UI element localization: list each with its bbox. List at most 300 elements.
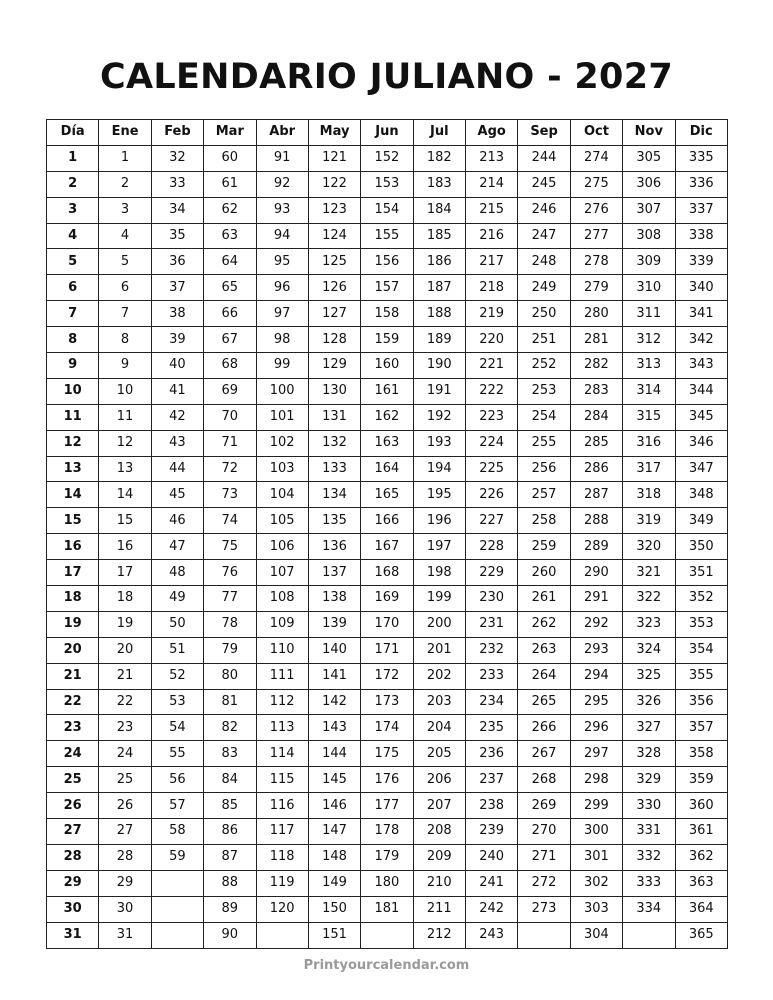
table-row	[47, 586, 728, 612]
julian-day-cell: 168	[361, 560, 413, 586]
julian-day-cell: 352	[675, 586, 728, 612]
julian-day-cell: 99	[256, 353, 308, 379]
julian-day-cell: 342	[675, 327, 728, 353]
table-row	[47, 689, 728, 715]
julian-day-cell: 193	[413, 430, 465, 456]
julian-day-cell: 235	[466, 715, 518, 741]
julian-day-cell: 266	[518, 715, 570, 741]
julian-day-cell: 289	[570, 534, 622, 560]
julian-day-cell: 81	[204, 689, 256, 715]
julian-day-cell: 141	[308, 663, 360, 689]
julian-day-cell: 336	[675, 171, 728, 197]
day-number-cell: 24	[47, 741, 99, 767]
julian-day-cell: 273	[518, 896, 570, 922]
julian-day-cell: 183	[413, 171, 465, 197]
julian-day-cell: 324	[623, 637, 675, 663]
table-row	[47, 301, 728, 327]
julian-day-cell: 340	[675, 275, 728, 301]
julian-day-cell: 272	[518, 870, 570, 896]
julian-day-cell: 238	[466, 793, 518, 819]
julian-day-cell: 106	[256, 534, 308, 560]
julian-day-cell: 303	[570, 896, 622, 922]
julian-day-cell: 308	[623, 223, 675, 249]
table-row	[47, 223, 728, 249]
julian-day-cell: 241	[466, 870, 518, 896]
julian-day-cell: 296	[570, 715, 622, 741]
julian-day-cell: 71	[204, 430, 256, 456]
julian-day-cell: 114	[256, 741, 308, 767]
julian-day-cell: 137	[308, 560, 360, 586]
julian-day-cell: 150	[308, 896, 360, 922]
julian-day-cell: 213	[466, 145, 518, 171]
table-row	[47, 896, 728, 922]
table-row	[47, 870, 728, 896]
day-number-cell: 23	[47, 715, 99, 741]
julian-day-cell: 295	[570, 689, 622, 715]
julian-day-cell: 50	[151, 611, 203, 637]
column-header-month: Ene	[99, 120, 151, 146]
julian-day-cell: 54	[151, 715, 203, 741]
julian-day-cell: 211	[413, 896, 465, 922]
julian-day-cell: 254	[518, 404, 570, 430]
julian-day-cell: 87	[204, 844, 256, 870]
julian-day-cell: 212	[413, 922, 465, 948]
empty-cell	[518, 922, 570, 948]
julian-day-cell: 230	[466, 586, 518, 612]
julian-day-cell: 223	[466, 404, 518, 430]
table-header	[47, 120, 728, 146]
julian-day-cell: 84	[204, 767, 256, 793]
table-row	[47, 482, 728, 508]
julian-day-cell: 101	[256, 404, 308, 430]
julian-day-cell: 184	[413, 197, 465, 223]
julian-day-cell: 189	[413, 327, 465, 353]
julian-day-cell: 158	[361, 301, 413, 327]
julian-day-cell: 153	[361, 171, 413, 197]
day-number-cell: 18	[47, 586, 99, 612]
julian-day-cell: 159	[361, 327, 413, 353]
julian-day-cell: 143	[308, 715, 360, 741]
day-number-cell: 19	[47, 611, 99, 637]
julian-day-cell: 171	[361, 637, 413, 663]
julian-day-cell: 353	[675, 611, 728, 637]
julian-day-cell: 246	[518, 197, 570, 223]
julian-day-cell: 323	[623, 611, 675, 637]
day-number-cell: 27	[47, 819, 99, 845]
table-row	[47, 249, 728, 275]
julian-day-cell: 30	[99, 896, 151, 922]
julian-day-cell: 267	[518, 741, 570, 767]
julian-day-cell: 329	[623, 767, 675, 793]
julian-day-cell: 203	[413, 689, 465, 715]
table-row	[47, 404, 728, 430]
julian-day-cell: 59	[151, 844, 203, 870]
julian-day-cell: 24	[99, 741, 151, 767]
julian-day-cell: 39	[151, 327, 203, 353]
day-number-cell: 1	[47, 145, 99, 171]
julian-day-cell: 244	[518, 145, 570, 171]
day-number-cell: 30	[47, 896, 99, 922]
julian-day-cell: 130	[308, 378, 360, 404]
julian-day-cell: 14	[99, 482, 151, 508]
julian-day-cell: 332	[623, 844, 675, 870]
table-row	[47, 741, 728, 767]
julian-day-cell: 75	[204, 534, 256, 560]
julian-day-cell: 108	[256, 586, 308, 612]
julian-day-cell: 131	[308, 404, 360, 430]
column-header-month: Mar	[204, 120, 256, 146]
day-number-cell: 8	[47, 327, 99, 353]
julian-day-cell: 362	[675, 844, 728, 870]
julian-day-cell: 18	[99, 586, 151, 612]
julian-day-cell: 277	[570, 223, 622, 249]
julian-day-cell: 194	[413, 456, 465, 482]
julian-day-cell: 69	[204, 378, 256, 404]
julian-day-cell: 186	[413, 249, 465, 275]
julian-day-cell: 222	[466, 378, 518, 404]
julian-day-cell: 112	[256, 689, 308, 715]
julian-day-cell: 65	[204, 275, 256, 301]
julian-day-cell: 221	[466, 353, 518, 379]
julian-day-cell: 288	[570, 508, 622, 534]
julian-day-cell: 149	[308, 870, 360, 896]
julian-day-cell: 32	[151, 145, 203, 171]
julian-day-cell: 349	[675, 508, 728, 534]
julian-day-cell: 190	[413, 353, 465, 379]
julian-day-cell: 119	[256, 870, 308, 896]
julian-day-cell: 339	[675, 249, 728, 275]
julian-day-cell: 325	[623, 663, 675, 689]
julian-day-cell: 234	[466, 689, 518, 715]
julian-day-cell: 182	[413, 145, 465, 171]
julian-day-cell: 140	[308, 637, 360, 663]
day-number-cell: 5	[47, 249, 99, 275]
table-row	[47, 145, 728, 171]
julian-day-cell: 180	[361, 870, 413, 896]
julian-day-cell: 19	[99, 611, 151, 637]
julian-day-cell: 41	[151, 378, 203, 404]
julian-day-cell: 330	[623, 793, 675, 819]
julian-day-cell: 321	[623, 560, 675, 586]
empty-cell	[151, 870, 203, 896]
julian-day-cell: 58	[151, 819, 203, 845]
julian-day-cell: 333	[623, 870, 675, 896]
julian-day-cell: 314	[623, 378, 675, 404]
day-number-cell: 15	[47, 508, 99, 534]
julian-day-cell: 89	[204, 896, 256, 922]
julian-day-cell: 341	[675, 301, 728, 327]
julian-day-cell: 345	[675, 404, 728, 430]
julian-day-cell: 358	[675, 741, 728, 767]
julian-day-cell: 111	[256, 663, 308, 689]
table-row	[47, 637, 728, 663]
julian-day-cell: 155	[361, 223, 413, 249]
table-row	[47, 611, 728, 637]
julian-day-cell: 169	[361, 586, 413, 612]
julian-day-cell: 271	[518, 844, 570, 870]
julian-day-cell: 280	[570, 301, 622, 327]
julian-day-cell: 134	[308, 482, 360, 508]
table-row	[47, 844, 728, 870]
table-row	[47, 430, 728, 456]
julian-day-cell: 136	[308, 534, 360, 560]
julian-day-cell: 15	[99, 508, 151, 534]
julian-day-cell: 23	[99, 715, 151, 741]
table-row	[47, 197, 728, 223]
julian-day-cell: 52	[151, 663, 203, 689]
day-number-cell: 26	[47, 793, 99, 819]
julian-day-cell: 255	[518, 430, 570, 456]
julian-day-cell: 157	[361, 275, 413, 301]
julian-day-cell: 46	[151, 508, 203, 534]
julian-day-cell: 198	[413, 560, 465, 586]
julian-day-cell: 225	[466, 456, 518, 482]
julian-day-cell: 331	[623, 819, 675, 845]
julian-day-cell: 195	[413, 482, 465, 508]
table-row	[47, 534, 728, 560]
julian-day-cell: 227	[466, 508, 518, 534]
julian-day-cell: 127	[308, 301, 360, 327]
julian-day-cell: 67	[204, 327, 256, 353]
empty-cell	[623, 922, 675, 948]
column-header-month: Jul	[413, 120, 465, 146]
julian-day-cell: 55	[151, 741, 203, 767]
julian-day-cell: 33	[151, 171, 203, 197]
julian-day-cell: 260	[518, 560, 570, 586]
julian-day-cell: 284	[570, 404, 622, 430]
julian-day-cell: 117	[256, 819, 308, 845]
julian-day-cell: 278	[570, 249, 622, 275]
day-number-cell: 14	[47, 482, 99, 508]
julian-day-cell: 138	[308, 586, 360, 612]
julian-day-cell: 208	[413, 819, 465, 845]
julian-day-cell: 243	[466, 922, 518, 948]
day-number-cell: 16	[47, 534, 99, 560]
julian-day-cell: 172	[361, 663, 413, 689]
julian-day-cell: 347	[675, 456, 728, 482]
julian-day-cell: 307	[623, 197, 675, 223]
julian-day-cell: 97	[256, 301, 308, 327]
julian-day-cell: 104	[256, 482, 308, 508]
julian-day-cell: 191	[413, 378, 465, 404]
julian-day-cell: 326	[623, 689, 675, 715]
julian-day-cell: 8	[99, 327, 151, 353]
julian-day-cell: 17	[99, 560, 151, 586]
julian-day-cell: 83	[204, 741, 256, 767]
julian-day-cell: 135	[308, 508, 360, 534]
julian-day-cell: 204	[413, 715, 465, 741]
julian-day-cell: 146	[308, 793, 360, 819]
day-number-cell: 4	[47, 223, 99, 249]
julian-day-cell: 160	[361, 353, 413, 379]
julian-day-cell: 85	[204, 793, 256, 819]
julian-day-cell: 166	[361, 508, 413, 534]
julian-day-cell: 142	[308, 689, 360, 715]
footer-website: Printyourcalendar.com	[303, 958, 470, 973]
julian-day-cell: 179	[361, 844, 413, 870]
julian-day-cell: 115	[256, 767, 308, 793]
julian-day-cell: 44	[151, 456, 203, 482]
julian-day-cell: 147	[308, 819, 360, 845]
julian-day-cell: 29	[99, 870, 151, 896]
julian-day-cell: 82	[204, 715, 256, 741]
table-body	[47, 145, 728, 948]
julian-day-cell: 210	[413, 870, 465, 896]
julian-day-cell: 207	[413, 793, 465, 819]
day-number-cell: 21	[47, 663, 99, 689]
julian-day-cell: 275	[570, 171, 622, 197]
julian-day-cell: 236	[466, 741, 518, 767]
julian-day-cell: 5	[99, 249, 151, 275]
column-header-month: Ago	[466, 120, 518, 146]
julian-day-cell: 196	[413, 508, 465, 534]
julian-day-cell: 3	[99, 197, 151, 223]
julian-day-cell: 164	[361, 456, 413, 482]
julian-day-cell: 63	[204, 223, 256, 249]
julian-day-cell: 72	[204, 456, 256, 482]
julian-day-cell: 133	[308, 456, 360, 482]
julian-day-cell: 156	[361, 249, 413, 275]
julian-day-cell: 53	[151, 689, 203, 715]
julian-day-cell: 304	[570, 922, 622, 948]
julian-calendar-table	[46, 119, 728, 949]
julian-day-cell: 322	[623, 586, 675, 612]
julian-day-cell: 152	[361, 145, 413, 171]
page-title: CALENDARIO JULIANO - 2027	[99, 57, 674, 97]
column-header-month: Nov	[623, 120, 675, 146]
julian-day-cell: 247	[518, 223, 570, 249]
julian-day-cell: 27	[99, 819, 151, 845]
julian-day-cell: 121	[308, 145, 360, 171]
table-row	[47, 171, 728, 197]
day-number-cell: 17	[47, 560, 99, 586]
julian-day-cell: 2	[99, 171, 151, 197]
julian-day-cell: 299	[570, 793, 622, 819]
julian-day-cell: 302	[570, 870, 622, 896]
table-row	[47, 819, 728, 845]
julian-day-cell: 206	[413, 767, 465, 793]
julian-day-cell: 49	[151, 586, 203, 612]
julian-day-cell: 93	[256, 197, 308, 223]
julian-day-cell: 43	[151, 430, 203, 456]
julian-day-cell: 57	[151, 793, 203, 819]
julian-day-cell: 28	[99, 844, 151, 870]
julian-day-cell: 45	[151, 482, 203, 508]
julian-day-cell: 139	[308, 611, 360, 637]
julian-day-cell: 261	[518, 586, 570, 612]
julian-day-cell: 185	[413, 223, 465, 249]
table-row	[47, 353, 728, 379]
julian-day-cell: 245	[518, 171, 570, 197]
day-number-cell: 6	[47, 275, 99, 301]
julian-day-cell: 335	[675, 145, 728, 171]
table-row	[47, 456, 728, 482]
julian-day-cell: 120	[256, 896, 308, 922]
day-number-cell: 7	[47, 301, 99, 327]
julian-day-cell: 61	[204, 171, 256, 197]
julian-day-cell: 70	[204, 404, 256, 430]
table-row	[47, 560, 728, 586]
julian-day-cell: 249	[518, 275, 570, 301]
table-row	[47, 715, 728, 741]
julian-day-cell: 181	[361, 896, 413, 922]
julian-day-cell: 265	[518, 689, 570, 715]
julian-day-cell: 315	[623, 404, 675, 430]
julian-day-cell: 327	[623, 715, 675, 741]
julian-day-cell: 98	[256, 327, 308, 353]
julian-day-cell: 132	[308, 430, 360, 456]
julian-day-cell: 364	[675, 896, 728, 922]
julian-day-cell: 47	[151, 534, 203, 560]
day-number-cell: 9	[47, 353, 99, 379]
julian-day-cell: 313	[623, 353, 675, 379]
column-header-month: Jun	[361, 120, 413, 146]
julian-day-cell: 259	[518, 534, 570, 560]
julian-day-cell: 103	[256, 456, 308, 482]
julian-day-cell: 68	[204, 353, 256, 379]
julian-day-cell: 263	[518, 637, 570, 663]
julian-day-cell: 282	[570, 353, 622, 379]
julian-day-cell: 269	[518, 793, 570, 819]
julian-day-cell: 42	[151, 404, 203, 430]
column-header-month: Sep	[518, 120, 570, 146]
column-header-month: May	[308, 120, 360, 146]
day-number-cell: 25	[47, 767, 99, 793]
julian-day-cell: 338	[675, 223, 728, 249]
julian-day-cell: 311	[623, 301, 675, 327]
table-row	[47, 508, 728, 534]
julian-day-cell: 276	[570, 197, 622, 223]
julian-day-cell: 248	[518, 249, 570, 275]
julian-day-cell: 78	[204, 611, 256, 637]
julian-day-cell: 187	[413, 275, 465, 301]
julian-day-cell: 226	[466, 482, 518, 508]
julian-day-cell: 4	[99, 223, 151, 249]
column-header-month: Dic	[675, 120, 728, 146]
julian-day-cell: 56	[151, 767, 203, 793]
julian-day-cell: 148	[308, 844, 360, 870]
empty-cell	[256, 922, 308, 948]
table-row	[47, 767, 728, 793]
julian-day-cell: 151	[308, 922, 360, 948]
empty-cell	[151, 896, 203, 922]
julian-day-cell: 300	[570, 819, 622, 845]
julian-day-cell: 242	[466, 896, 518, 922]
julian-day-cell: 116	[256, 793, 308, 819]
julian-day-cell: 77	[204, 586, 256, 612]
julian-day-cell: 200	[413, 611, 465, 637]
julian-day-cell: 96	[256, 275, 308, 301]
day-number-cell: 28	[47, 844, 99, 870]
julian-day-cell: 274	[570, 145, 622, 171]
julian-day-cell: 74	[204, 508, 256, 534]
julian-day-cell: 219	[466, 301, 518, 327]
julian-day-cell: 286	[570, 456, 622, 482]
julian-day-cell: 167	[361, 534, 413, 560]
julian-day-cell: 356	[675, 689, 728, 715]
julian-day-cell: 174	[361, 715, 413, 741]
julian-day-cell: 110	[256, 637, 308, 663]
julian-day-cell: 26	[99, 793, 151, 819]
julian-day-cell: 319	[623, 508, 675, 534]
julian-day-cell: 310	[623, 275, 675, 301]
julian-day-cell: 363	[675, 870, 728, 896]
julian-day-cell: 162	[361, 404, 413, 430]
julian-day-cell: 105	[256, 508, 308, 534]
julian-day-cell: 34	[151, 197, 203, 223]
julian-day-cell: 312	[623, 327, 675, 353]
julian-day-cell: 64	[204, 249, 256, 275]
